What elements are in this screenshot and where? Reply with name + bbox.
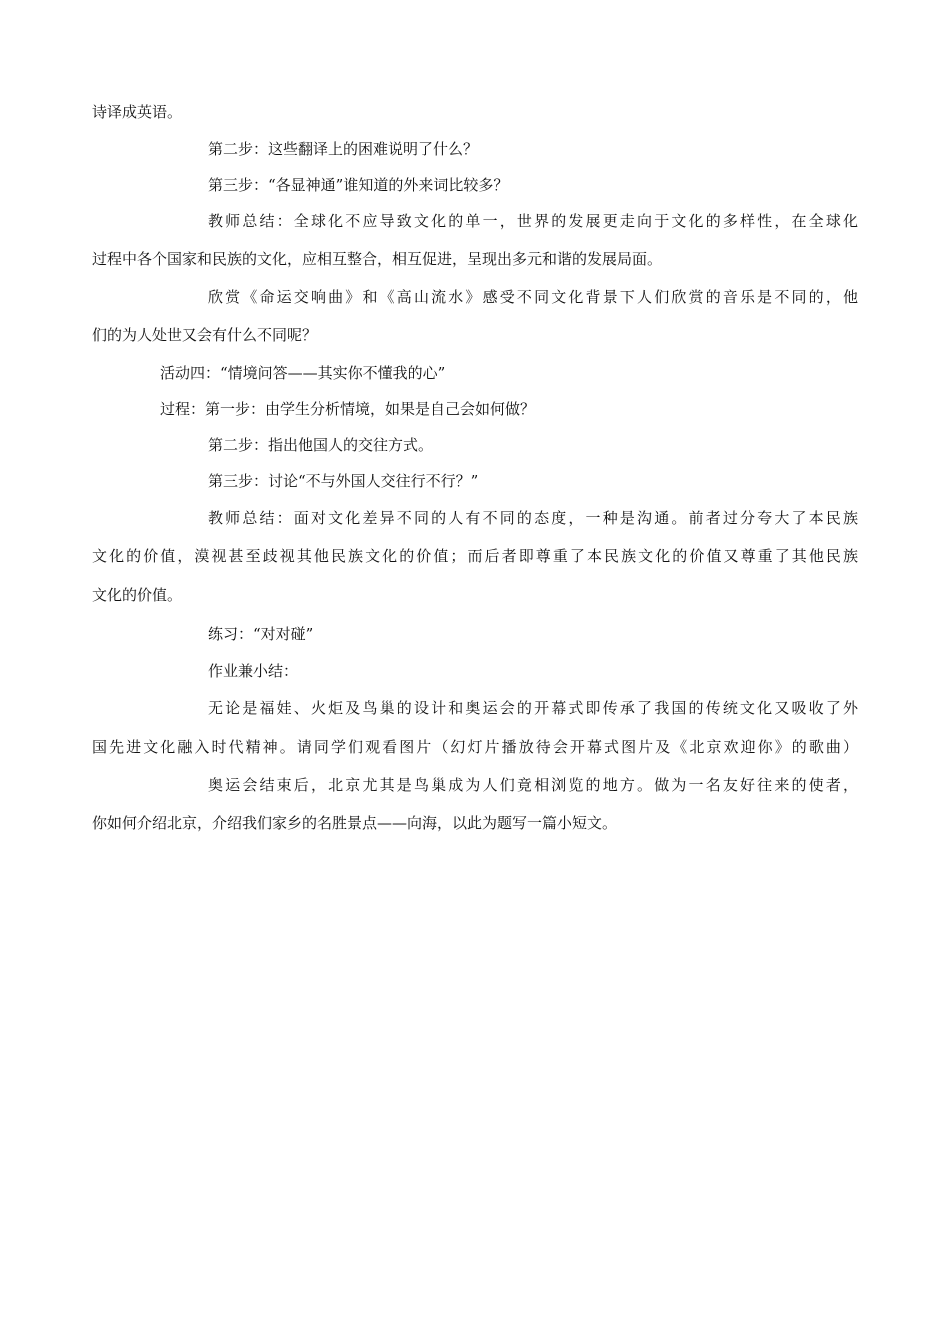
text-line: 活动四：“情境问答——其实你不懂我的心” — [160, 364, 446, 382]
text-line: 作业兼小结： — [208, 662, 299, 680]
text-line: 过程中各个国家和民族的文化，应相互整合，相互促进，呈现出多元和谐的发展局面。 — [92, 250, 663, 268]
text-line: 第三步：讨论“不与外国人交往行不行？” — [208, 472, 479, 490]
text-line: 过程：第一步：由学生分析情境，如果是自己会如何做？ — [160, 400, 536, 418]
text-line: 第二步：指出他国人的交往方式。 — [208, 436, 434, 454]
text-line: 教师总结：全球化不应导致文化的单一，世界的发展更走向于文化的多样性，在全球化 — [208, 212, 858, 230]
text-line: 第二步：这些翻译上的困难说明了什么？ — [208, 140, 479, 158]
text-line: 们的为人处世又会有什么不同呢？ — [92, 326, 318, 344]
text-line: 你如何介绍北京，介绍我们家乡的名胜景点——向海，以此为题写一篇小短文。 — [92, 814, 618, 832]
text-line: 欣赏《命运交响曲》和《高山流水》感受不同文化背景下人们欣赏的音乐是不同的，他 — [208, 288, 858, 306]
text-line: 诗译成英语。 — [92, 103, 183, 121]
text-line: 国先进文化融入时代精神。请同学们观看图片（幻灯片播放待会开幕式图片及《北京欢迎你》的歌曲） — [92, 738, 858, 756]
text-line: 文化的价值，漠视甚至歧视其他民族文化的价值；而后者即尊重了本民族文化的价值又尊重了其他民族 — [92, 547, 858, 565]
text-line: 练习：“对对碰” — [208, 625, 314, 643]
text-line: 第三步：“各显神通”谁知道的外来词比较多？ — [208, 176, 509, 194]
text-line: 文化的价值。 — [92, 586, 183, 604]
text-line: 教师总结：面对文化差异不同的人有不同的态度，一种是沟通。前者过分夸大了本民族 — [208, 509, 858, 527]
text-line: 奥运会结束后，北京尤其是鸟巢成为人们竟相浏览的地方。做为一名友好往来的使者， — [208, 776, 858, 794]
text-line: 无论是福娃、火炬及鸟巢的设计和奥运会的开幕式即传承了我国的传统文化又吸收了外 — [208, 699, 858, 717]
